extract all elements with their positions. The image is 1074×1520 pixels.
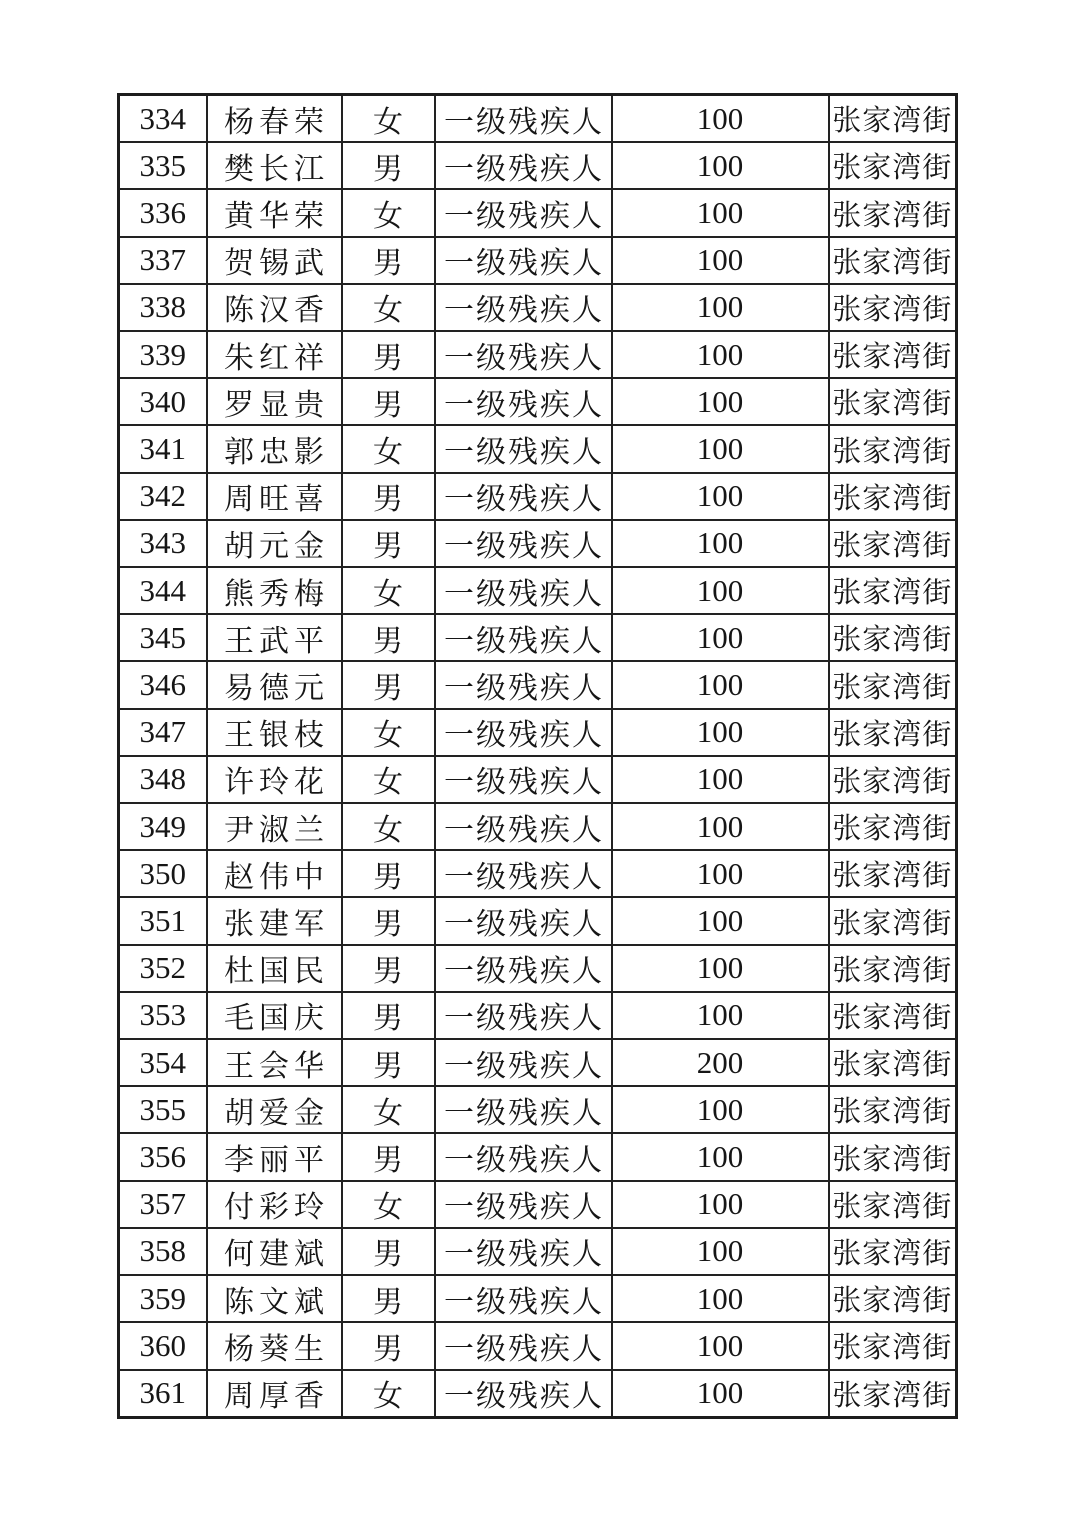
cell-row-number: 346 bbox=[119, 661, 207, 708]
cell-row-number: 339 bbox=[119, 331, 207, 378]
cell-row-number: 351 bbox=[119, 897, 207, 944]
cell-person-name: 许玲花 bbox=[207, 756, 342, 803]
cell-gender: 男 bbox=[342, 331, 435, 378]
cell-subsidy-amount: 100 bbox=[612, 425, 829, 472]
cell-disability-category: 一级残疾人 bbox=[435, 567, 612, 614]
cell-row-number: 341 bbox=[119, 425, 207, 472]
cell-disability-category: 一级残疾人 bbox=[435, 284, 612, 331]
cell-gender: 女 bbox=[342, 284, 435, 331]
cell-gender: 女 bbox=[342, 1370, 435, 1418]
cell-disability-category: 一级残疾人 bbox=[435, 850, 612, 897]
cell-person-name: 胡元金 bbox=[207, 520, 342, 567]
cell-subsidy-amount: 100 bbox=[612, 473, 829, 520]
cell-person-name: 周旺喜 bbox=[207, 473, 342, 520]
table-row bbox=[119, 709, 957, 756]
cell-person-name: 李丽平 bbox=[207, 1133, 342, 1180]
cell-row-number: 356 bbox=[119, 1133, 207, 1180]
cell-gender: 女 bbox=[342, 1086, 435, 1133]
table-row bbox=[119, 95, 957, 143]
cell-subsidy-amount: 100 bbox=[612, 992, 829, 1039]
cell-subsidy-amount: 100 bbox=[612, 237, 829, 284]
cell-person-name: 付彩玲 bbox=[207, 1181, 342, 1228]
cell-subsidy-amount: 100 bbox=[612, 756, 829, 803]
cell-disability-category: 一级残疾人 bbox=[435, 1039, 612, 1086]
cell-person-name: 何建斌 bbox=[207, 1228, 342, 1275]
table-row bbox=[119, 473, 957, 520]
table-row bbox=[119, 897, 957, 944]
cell-subsidy-amount: 100 bbox=[612, 661, 829, 708]
cell-row-number: 335 bbox=[119, 142, 207, 189]
cell-street-name: 张家湾街 bbox=[829, 331, 957, 378]
cell-street-name: 张家湾街 bbox=[829, 473, 957, 520]
cell-gender: 男 bbox=[342, 992, 435, 1039]
cell-subsidy-amount: 100 bbox=[612, 520, 829, 567]
cell-subsidy-amount: 100 bbox=[612, 378, 829, 425]
cell-person-name: 杨葵生 bbox=[207, 1322, 342, 1369]
cell-street-name: 张家湾街 bbox=[829, 945, 957, 992]
cell-row-number: 340 bbox=[119, 378, 207, 425]
table-row bbox=[119, 661, 957, 708]
cell-row-number: 349 bbox=[119, 803, 207, 850]
cell-subsidy-amount: 100 bbox=[612, 1228, 829, 1275]
cell-row-number: 348 bbox=[119, 756, 207, 803]
cell-disability-category: 一级残疾人 bbox=[435, 1370, 612, 1418]
cell-street-name: 张家湾街 bbox=[829, 1275, 957, 1322]
cell-subsidy-amount: 100 bbox=[612, 1370, 829, 1418]
cell-row-number: 355 bbox=[119, 1086, 207, 1133]
table-row bbox=[119, 567, 957, 614]
table-row bbox=[119, 756, 957, 803]
cell-row-number: 352 bbox=[119, 945, 207, 992]
cell-street-name: 张家湾街 bbox=[829, 520, 957, 567]
cell-gender: 男 bbox=[342, 1133, 435, 1180]
table-row bbox=[119, 1181, 957, 1228]
cell-gender: 女 bbox=[342, 425, 435, 472]
cell-disability-category: 一级残疾人 bbox=[435, 237, 612, 284]
cell-row-number: 345 bbox=[119, 614, 207, 661]
cell-gender: 男 bbox=[342, 1322, 435, 1369]
table-row bbox=[119, 1086, 957, 1133]
table-row bbox=[119, 520, 957, 567]
cell-disability-category: 一级残疾人 bbox=[435, 803, 612, 850]
cell-subsidy-amount: 200 bbox=[612, 1039, 829, 1086]
cell-street-name: 张家湾街 bbox=[829, 1133, 957, 1180]
cell-row-number: 342 bbox=[119, 473, 207, 520]
table-row bbox=[119, 189, 957, 236]
cell-subsidy-amount: 100 bbox=[612, 1133, 829, 1180]
cell-row-number: 358 bbox=[119, 1228, 207, 1275]
cell-disability-category: 一级残疾人 bbox=[435, 1133, 612, 1180]
cell-person-name: 周厚香 bbox=[207, 1370, 342, 1418]
cell-disability-category: 一级残疾人 bbox=[435, 897, 612, 944]
cell-street-name: 张家湾街 bbox=[829, 237, 957, 284]
cell-person-name: 熊秀梅 bbox=[207, 567, 342, 614]
cell-gender: 男 bbox=[342, 378, 435, 425]
cell-street-name: 张家湾街 bbox=[829, 142, 957, 189]
table-row bbox=[119, 1322, 957, 1369]
cell-gender: 女 bbox=[342, 567, 435, 614]
table-row bbox=[119, 331, 957, 378]
cell-gender: 男 bbox=[342, 850, 435, 897]
cell-row-number: 337 bbox=[119, 237, 207, 284]
cell-person-name: 王会华 bbox=[207, 1039, 342, 1086]
table-row bbox=[119, 237, 957, 284]
cell-subsidy-amount: 100 bbox=[612, 897, 829, 944]
cell-disability-category: 一级残疾人 bbox=[435, 1228, 612, 1275]
cell-subsidy-amount: 100 bbox=[612, 803, 829, 850]
cell-subsidy-amount: 100 bbox=[612, 850, 829, 897]
cell-row-number: 344 bbox=[119, 567, 207, 614]
cell-disability-category: 一级残疾人 bbox=[435, 1322, 612, 1369]
cell-gender: 男 bbox=[342, 142, 435, 189]
cell-subsidy-amount: 100 bbox=[612, 945, 829, 992]
cell-disability-category: 一级残疾人 bbox=[435, 331, 612, 378]
cell-subsidy-amount: 100 bbox=[612, 142, 829, 189]
table-row bbox=[119, 1228, 957, 1275]
table-body bbox=[119, 95, 957, 1418]
cell-gender: 女 bbox=[342, 709, 435, 756]
cell-street-name: 张家湾街 bbox=[829, 992, 957, 1039]
cell-person-name: 易德元 bbox=[207, 661, 342, 708]
cell-row-number: 334 bbox=[119, 95, 207, 143]
cell-gender: 男 bbox=[342, 897, 435, 944]
table-row bbox=[119, 945, 957, 992]
table-row bbox=[119, 1039, 957, 1086]
cell-street-name: 张家湾街 bbox=[829, 425, 957, 472]
cell-person-name: 王银枝 bbox=[207, 709, 342, 756]
cell-gender: 男 bbox=[342, 661, 435, 708]
cell-person-name: 杨春荣 bbox=[207, 95, 342, 143]
cell-disability-category: 一级残疾人 bbox=[435, 473, 612, 520]
cell-row-number: 357 bbox=[119, 1181, 207, 1228]
table-row bbox=[119, 1133, 957, 1180]
cell-street-name: 张家湾街 bbox=[829, 567, 957, 614]
cell-gender: 男 bbox=[342, 1275, 435, 1322]
cell-gender: 女 bbox=[342, 95, 435, 143]
cell-disability-category: 一级残疾人 bbox=[435, 189, 612, 236]
subsidy-roster-table bbox=[117, 93, 958, 1419]
cell-gender: 男 bbox=[342, 614, 435, 661]
cell-street-name: 张家湾街 bbox=[829, 378, 957, 425]
table-row bbox=[119, 425, 957, 472]
cell-disability-category: 一级残疾人 bbox=[435, 1275, 612, 1322]
cell-person-name: 罗显贵 bbox=[207, 378, 342, 425]
cell-gender: 男 bbox=[342, 520, 435, 567]
cell-street-name: 张家湾街 bbox=[829, 756, 957, 803]
cell-subsidy-amount: 100 bbox=[612, 1275, 829, 1322]
cell-disability-category: 一级残疾人 bbox=[435, 1181, 612, 1228]
cell-row-number: 343 bbox=[119, 520, 207, 567]
table-row bbox=[119, 614, 957, 661]
table-row bbox=[119, 1370, 957, 1418]
cell-person-name: 毛国庆 bbox=[207, 992, 342, 1039]
cell-street-name: 张家湾街 bbox=[829, 95, 957, 143]
cell-street-name: 张家湾街 bbox=[829, 1039, 957, 1086]
cell-subsidy-amount: 100 bbox=[612, 709, 829, 756]
cell-person-name: 胡爱金 bbox=[207, 1086, 342, 1133]
cell-gender: 女 bbox=[342, 189, 435, 236]
cell-subsidy-amount: 100 bbox=[612, 1181, 829, 1228]
cell-street-name: 张家湾街 bbox=[829, 1086, 957, 1133]
table-row bbox=[119, 378, 957, 425]
cell-disability-category: 一级残疾人 bbox=[435, 378, 612, 425]
cell-person-name: 陈文斌 bbox=[207, 1275, 342, 1322]
cell-street-name: 张家湾街 bbox=[829, 661, 957, 708]
table-row bbox=[119, 803, 957, 850]
cell-gender: 女 bbox=[342, 803, 435, 850]
cell-row-number: 350 bbox=[119, 850, 207, 897]
cell-person-name: 郭忠影 bbox=[207, 425, 342, 472]
cell-street-name: 张家湾街 bbox=[829, 1322, 957, 1369]
cell-gender: 女 bbox=[342, 1181, 435, 1228]
table-row bbox=[119, 142, 957, 189]
cell-street-name: 张家湾街 bbox=[829, 1228, 957, 1275]
cell-street-name: 张家湾街 bbox=[829, 284, 957, 331]
cell-disability-category: 一级残疾人 bbox=[435, 1086, 612, 1133]
cell-subsidy-amount: 100 bbox=[612, 1086, 829, 1133]
cell-disability-category: 一级残疾人 bbox=[435, 425, 612, 472]
cell-subsidy-amount: 100 bbox=[612, 95, 829, 143]
cell-gender: 男 bbox=[342, 1039, 435, 1086]
table-row bbox=[119, 1275, 957, 1322]
cell-row-number: 338 bbox=[119, 284, 207, 331]
cell-person-name: 朱红祥 bbox=[207, 331, 342, 378]
cell-gender: 男 bbox=[342, 237, 435, 284]
cell-street-name: 张家湾街 bbox=[829, 1370, 957, 1418]
cell-row-number: 361 bbox=[119, 1370, 207, 1418]
cell-row-number: 360 bbox=[119, 1322, 207, 1369]
cell-disability-category: 一级残疾人 bbox=[435, 661, 612, 708]
cell-gender: 男 bbox=[342, 473, 435, 520]
cell-person-name: 黄华荣 bbox=[207, 189, 342, 236]
cell-street-name: 张家湾街 bbox=[829, 189, 957, 236]
cell-street-name: 张家湾街 bbox=[829, 803, 957, 850]
cell-street-name: 张家湾街 bbox=[829, 850, 957, 897]
cell-person-name: 陈汉香 bbox=[207, 284, 342, 331]
cell-street-name: 张家湾街 bbox=[829, 1181, 957, 1228]
cell-row-number: 359 bbox=[119, 1275, 207, 1322]
cell-disability-category: 一级残疾人 bbox=[435, 709, 612, 756]
cell-gender: 男 bbox=[342, 945, 435, 992]
cell-row-number: 353 bbox=[119, 992, 207, 1039]
cell-subsidy-amount: 100 bbox=[612, 614, 829, 661]
table-row bbox=[119, 992, 957, 1039]
cell-row-number: 336 bbox=[119, 189, 207, 236]
cell-person-name: 王武平 bbox=[207, 614, 342, 661]
cell-disability-category: 一级残疾人 bbox=[435, 945, 612, 992]
cell-person-name: 樊长江 bbox=[207, 142, 342, 189]
table-row bbox=[119, 850, 957, 897]
cell-disability-category: 一级残疾人 bbox=[435, 756, 612, 803]
cell-person-name: 贺锡武 bbox=[207, 237, 342, 284]
cell-subsidy-amount: 100 bbox=[612, 284, 829, 331]
cell-street-name: 张家湾街 bbox=[829, 614, 957, 661]
cell-subsidy-amount: 100 bbox=[612, 1322, 829, 1369]
cell-disability-category: 一级残疾人 bbox=[435, 520, 612, 567]
cell-street-name: 张家湾街 bbox=[829, 709, 957, 756]
cell-subsidy-amount: 100 bbox=[612, 567, 829, 614]
cell-person-name: 杜国民 bbox=[207, 945, 342, 992]
cell-subsidy-amount: 100 bbox=[612, 331, 829, 378]
cell-person-name: 张建军 bbox=[207, 897, 342, 944]
cell-disability-category: 一级残疾人 bbox=[435, 614, 612, 661]
cell-disability-category: 一级残疾人 bbox=[435, 142, 612, 189]
cell-gender: 男 bbox=[342, 1228, 435, 1275]
cell-row-number: 354 bbox=[119, 1039, 207, 1086]
table-row bbox=[119, 284, 957, 331]
cell-disability-category: 一级残疾人 bbox=[435, 992, 612, 1039]
cell-person-name: 尹淑兰 bbox=[207, 803, 342, 850]
table-sheet bbox=[117, 93, 958, 1419]
cell-disability-category: 一级残疾人 bbox=[435, 95, 612, 143]
cell-person-name: 赵伟中 bbox=[207, 850, 342, 897]
cell-row-number: 347 bbox=[119, 709, 207, 756]
cell-gender: 女 bbox=[342, 756, 435, 803]
cell-subsidy-amount: 100 bbox=[612, 189, 829, 236]
cell-street-name: 张家湾街 bbox=[829, 897, 957, 944]
